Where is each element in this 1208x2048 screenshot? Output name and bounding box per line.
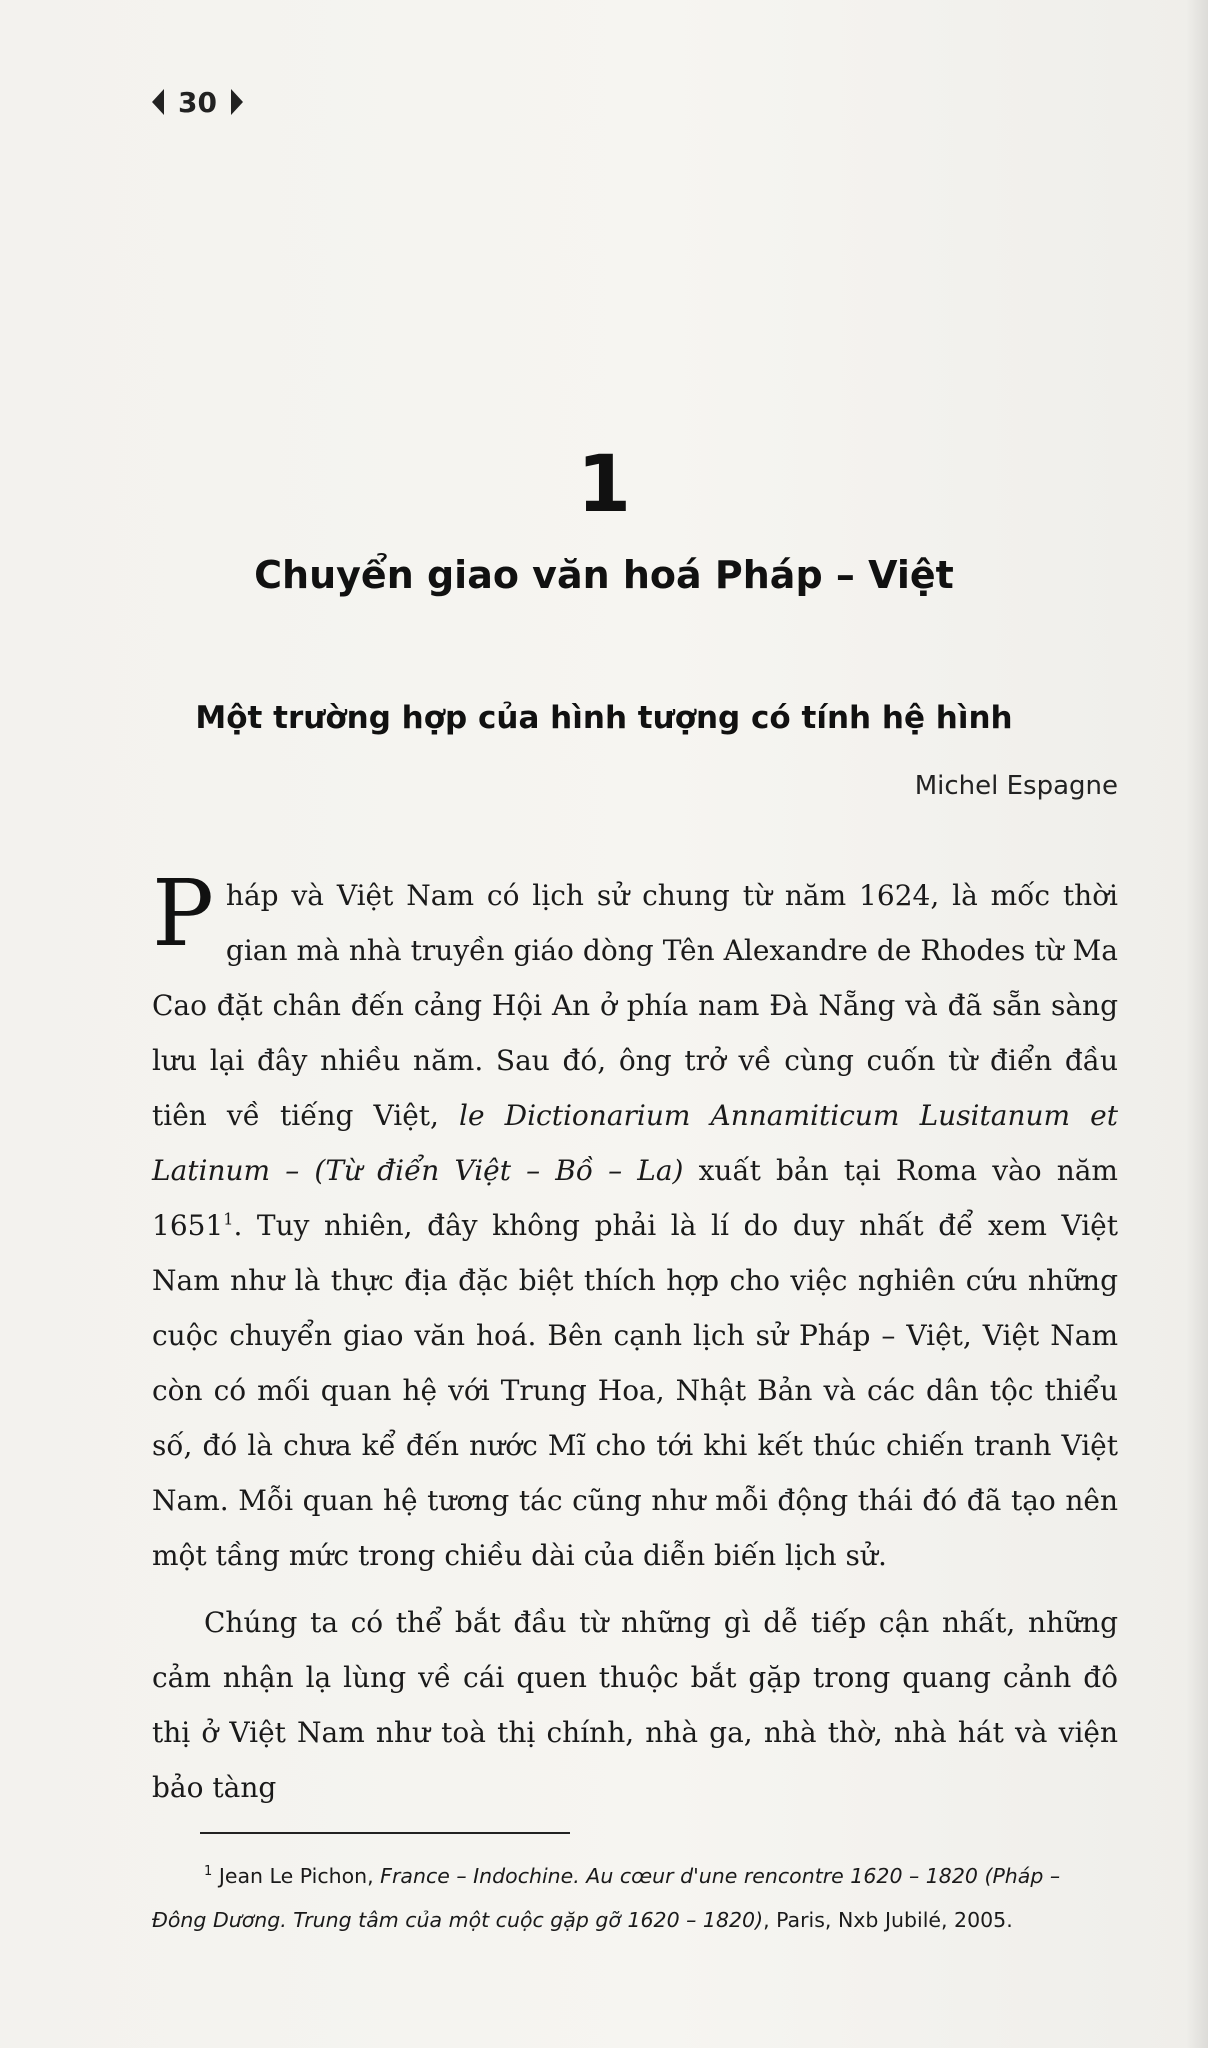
chapter-author: Michel Espagne (914, 771, 1118, 801)
paragraph-1-part-3: . Tuy nhiên, đây không phải là lí do duy nhất để xem Việt Nam như là thực địa đặc biệt thích hợp cho việc nghiên cứu những cuộc chuyển giao văn hoá. Bên cạnh lịch sử Pháp – Việt, Việt Nam còn có mối quan hệ với Trung Hoa, Nhật Bản và các dân tộc thiểu số, đó là chưa kể đến nước Mĩ cho tới khi kết thúc chiến tranh Việt Nam. Mỗi quan hệ tương tác cũng như mỗi động thái đó đã tạo nên một tầng mức trong chiều dài của diễn biến lịch sử. (152, 1209, 1118, 1572)
paragraph-1 (152, 860, 1118, 1583)
footnote-publication: , Paris, Nxb Jubilé, 2005. (763, 1908, 1013, 1932)
paragraph-2: Chúng ta có thể bắt đầu từ những gì dễ tiếp cận nhất, những cảm nhận lạ lùng về cái quen thuộc bắt gặp trong quang cảnh đô thị ở Việt Nam như toà thị chính, nhà ga, nhà thờ, nhà hát và viện bảo tàng (152, 1606, 1118, 1804)
footnote-divider (200, 1832, 570, 1834)
footnote-title: France – Indochine. Au cœur d'une rencontre 1620 – 1820 (Pháp – Đông Dương. Trung tâm của một cuộc gặp gỡ 1620 – 1820) (152, 1864, 1061, 1932)
drop-cap: P (152, 860, 214, 967)
triangle-right-icon (231, 89, 243, 115)
chapter-subtitle: Một trường hợp của hình tượng có tính hệ hình (195, 700, 1013, 736)
paragraph-1-part-1: háp và Việt Nam có lịch sử chung từ năm 1624, là mốc thời gian mà nhà truyền giáo dòng Tên Alexandre de Rhodes từ Ma Cao đặt chân đến cảng Hội An ở phía nam Đà Nẵng và đã sẵn sàng lưu lại đây nhiều năm. Sau đó, ông trở về cùng cuốn từ điển đầu tiên về tiếng Việt, (152, 879, 1118, 1132)
chapter-number: 1 (576, 440, 632, 530)
page-spine-shadow (1186, 0, 1208, 2048)
body-text (152, 860, 1118, 1815)
paragraph-1-part-2: xuất bản tại Roma vào năm 1651 (152, 1154, 1118, 1242)
footnote-reference: 1 (223, 1209, 234, 1229)
footnote-number: 1 (204, 1864, 213, 1880)
footnote-author: Jean Le Pichon, (218, 1864, 381, 1888)
footnote (152, 1854, 1118, 1942)
page-number: 30 (178, 85, 217, 119)
paragraph-1-italic-title: le Dictionarium Annamiticum Lusitanum et Latinum – (Từ điển Việt – Bồ – La) (152, 1099, 1118, 1187)
page-header (152, 82, 243, 122)
triangle-left-icon (152, 89, 164, 115)
chapter-title: Chuyển giao văn hoá Pháp – Việt (254, 553, 954, 597)
